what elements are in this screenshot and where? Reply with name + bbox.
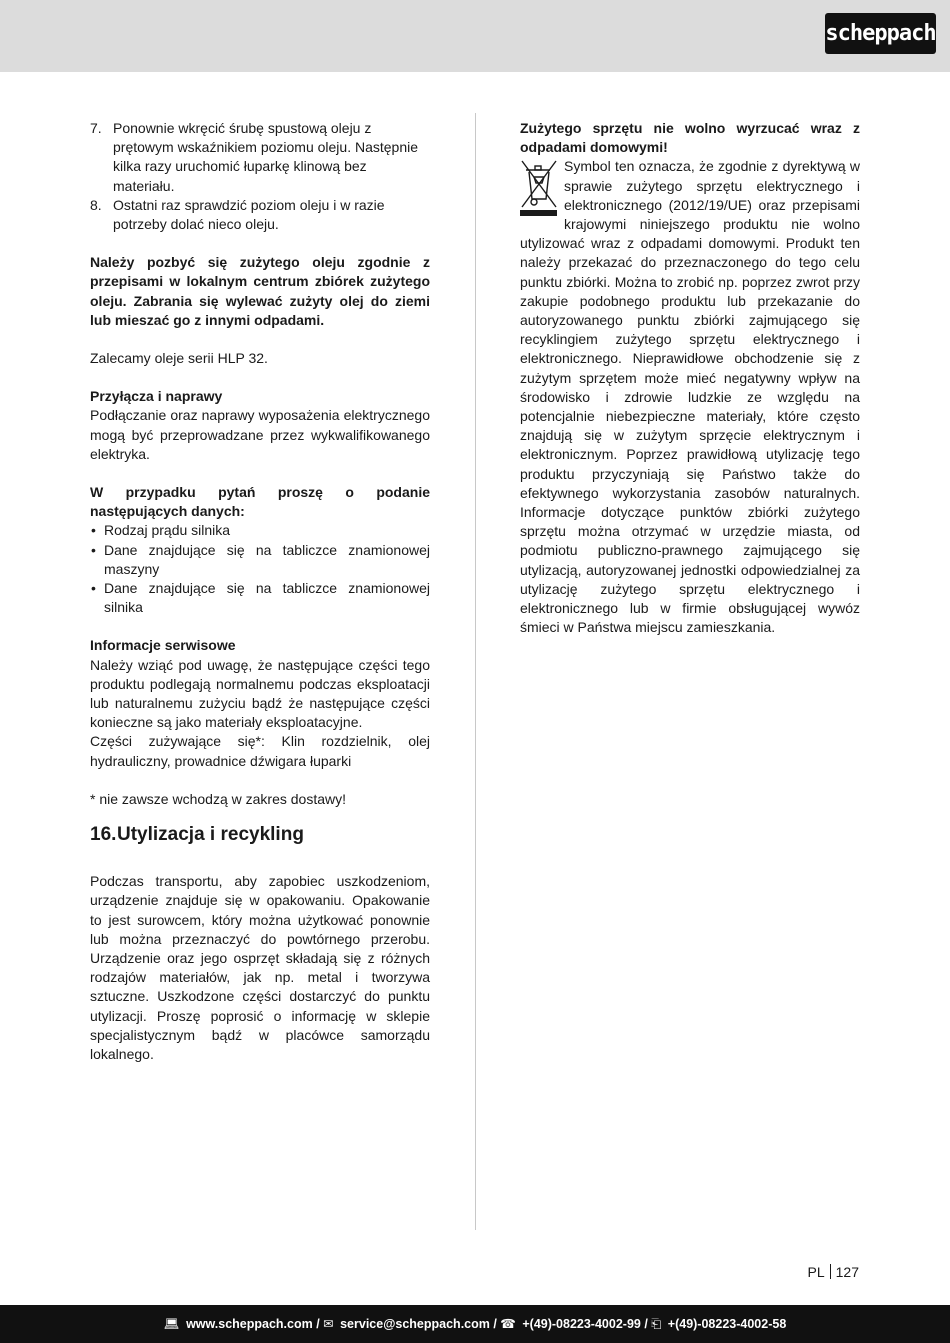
step-number: 8.: [90, 196, 102, 213]
weee-text: Symbol ten oznacza, że zgodnie z dyrektywą w sprawie zużytego sprzętu elektrycznego i elektronicznego (2012/19/UE) oraz przepisami krajowymi niniejszego produktu nie wolno utylizować wraz z odpadami domowymi. Produkt ten należy przekazać do przeznaczonego do tego celu punktu zbiórki. Można to zrobić np. poprzez zwrot przy zakupie podobnego produktu lub przekazanie do autoryzowanego punktu zbiórki zajmującego się recyklingiem zużytego sprzętu elektrycznego i elektronicznego. Nieprawidłowe obchodzenie się z zużytym sprzętem może mieć negatywny wpływ na środowisko i zdrowie ludzkie ze względu na potencjalnie niebezpieczne materiały, które często znajdują się w zużytym sprzęcie elektrycznym i elektronicznym. Poprzez prawidłową utylizację tego produktu przyczyniają się Państwo także do efektywnego wykorzystania zasobów naturalnych. Informacje dotyczące punktów zbiórki zużytego sprzętu można otrzymać w urzędzie miasta, od podmiotu publiczno-prawnego zajmującego się utylizacją, autoryzowanej jednostki odpowiedzialnej za utylizację zużytego sprzętu elektrycznego i elektronicznego lub w firmie obsługującej wywóz śmieci w Państwa miejscu zamieszkania.: [520, 158, 860, 636]
footer-email-link[interactable]: service@scheppach.com: [340, 1317, 490, 1331]
left-column: [90, 119, 430, 1064]
step-number: 7.: [90, 120, 102, 136]
page-number: [808, 1264, 859, 1280]
connections-heading: Przyłącza i naprawy: [90, 388, 223, 405]
footer-fax: +(49)-08223-4002-58: [667, 1317, 787, 1331]
footer-phone[interactable]: +(49)-08223-4002-99: [522, 1317, 641, 1331]
scheppach-logo[interactable]: scheppach: [825, 13, 936, 54]
section-heading: [90, 823, 430, 847]
step-item: [90, 196, 430, 234]
footer-separator: /: [489, 1317, 501, 1331]
page-number-separator: [830, 1264, 831, 1279]
step-text: Ponownie wkręcić śrubę spustową oleju z prętowym wskaźnikiem poziomu oleju. Następnie kilka razy uruchomić łuparkę klinową bez materiału.: [113, 120, 419, 194]
list-item: • Rodzaj prądu silnika: [90, 521, 430, 540]
page-number-value: 127: [835, 1264, 859, 1280]
service-text: Należy wziąć pod uwagę, że następujące części tego produktu podlegają normalnemu podczas eksploatacji lub naturalnemu zużyciu bądź że następujące części konieczne są jako materiały eksploatacyjne.: [90, 656, 430, 731]
footer-separator: /: [312, 1317, 324, 1331]
phone-icon: ☎: [500, 1317, 516, 1331]
list-item: • Dane znajdujące się na tabliczce znamionowej maszyny: [90, 541, 430, 579]
right-column: [520, 119, 860, 637]
crossed-out-wheelie-bin-icon: [520, 157, 560, 217]
wear-parts-text: Części zużywające się*: Klin rozdzielnik, olej hydrauliczny, prowadnice dźwigara łuparki: [90, 733, 430, 769]
footer-web-link[interactable]: www.scheppach.com: [186, 1317, 313, 1331]
footer-separator: /: [640, 1317, 652, 1331]
section-number: 16.: [90, 824, 117, 846]
oil-disposal-warning: Należy pozbyć się zużytego oleju zgodnie z przepisami w lokalnym centrum zbiórek zużytego oleju. Zabrania się wylewać zużyty olej do ziemi lub mieszać go z innymi odpadami.: [90, 254, 430, 328]
footnote: * nie zawsze wchodzą w zakres dostawy!: [90, 790, 346, 807]
service-heading: Informacje serwisowe: [90, 637, 236, 654]
header-band: [0, 0, 950, 72]
list-item: • Dane znajdujące się na tabliczce znamionowej silnika: [90, 579, 430, 617]
footer-contact-bar: [0, 1305, 950, 1343]
maintenance-steps: [90, 119, 430, 234]
step-text: Ostatni raz sprawdzić poziom oleju i w razie potrzeby dolać nieco oleju.: [113, 196, 385, 233]
section-title: Utylizacja i recykling: [117, 824, 304, 846]
connections-text: Podłączanie oraz naprawy wyposażenia elektrycznego mogą być przeprowadzane przez wykwalifikowanego elektryka.: [90, 407, 430, 462]
oil-recommendation: Zalecamy oleje serii HLP 32.: [90, 350, 268, 367]
disposal-text: Podczas transportu, aby zapobiec uszkodzeniom, urządzenie znajduje się w opakowaniu. Opakowanie to jest surowcem, który można użytkować ponownie lub można przeznaczyć do powtórnego przerobu. Urządzenie oraz jego osprzęt składają się z różnych rodzajów materiałów, jak np. metal i tworzywa sztuczne. Uszkodzone części dostarczyć do punktu utylizacji. Proszę poprosić o informację w sklepie specjalistycznym bądź w placówce samorządu lokalnego.: [90, 873, 430, 1062]
column-divider: [475, 113, 476, 1230]
page-language: PL: [807, 1264, 825, 1280]
inquiry-heading: W przypadku pytań proszę o podanie następujących danych:: [90, 484, 430, 520]
fax-icon: ⎗: [651, 1317, 662, 1331]
step-item: [90, 119, 430, 196]
inquiry-list: [90, 521, 430, 617]
weee-heading: Zużytego sprzętu nie wolno wyrzucać wraz z odpadami domowymi!: [520, 120, 860, 156]
email-icon: ✉: [323, 1317, 334, 1331]
computer-icon: 💻︎: [163, 1317, 180, 1331]
